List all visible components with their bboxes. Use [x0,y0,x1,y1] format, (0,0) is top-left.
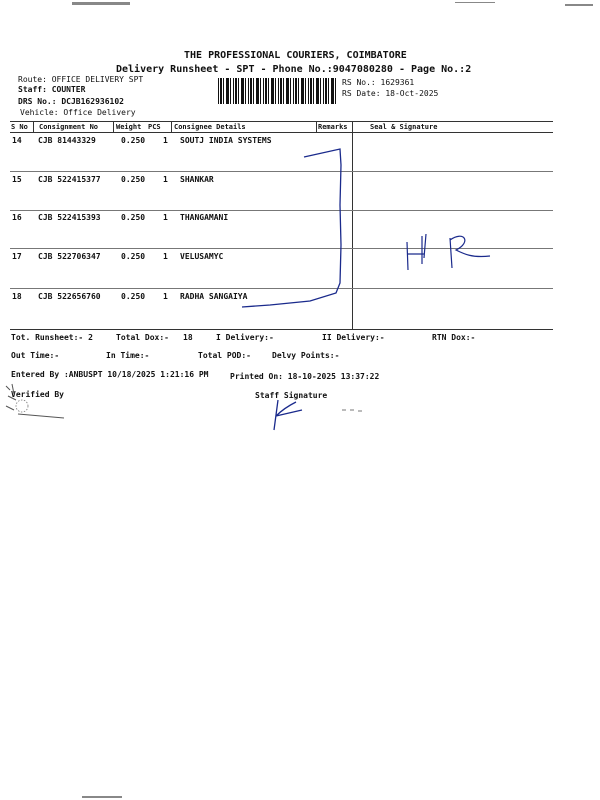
handwritten-bracket [240,145,350,310]
runsheet-subtitle: Delivery Runsheet - SPT - Phone No.:9047080280 - Page No.:2 [116,64,472,75]
barcode [218,78,336,104]
row-consignee: RADHA SANGAIYA [180,292,248,301]
row-pcs: 1 [163,252,168,261]
col-header-weight: Weight [116,123,142,131]
scan-mark-top-right [455,2,495,3]
vehicle-label: Vehicle: Office Delivery [20,108,136,117]
row-weight: 0.250 [121,292,146,301]
col-sep-4 [316,121,317,132]
row-sno: 17 [12,252,22,261]
row-pcs: 1 [163,292,168,301]
rs-number: RS No.: 1629361 [342,78,415,87]
rtn-dox: RTN Dox:- [432,333,476,342]
row-consignee: THANGAMANI [180,213,229,222]
table-top-line [10,121,553,122]
row-weight: 0.250 [121,175,146,184]
total-dox-label: Total Dox:- [116,333,169,342]
col-header-consignment: Consignment No [39,123,99,131]
printed-on: Printed On: 18-10-2025 13:37:22 [230,372,380,381]
row-pcs: 1 [163,175,168,184]
handwritten-initials [402,228,502,276]
row-consignment: CJB 522706347 [38,252,101,261]
col-sep-5 [352,121,353,329]
table-header-bottom-line [10,132,553,133]
row-weight: 0.250 [121,252,146,261]
row-consignment: CJB 522656760 [38,292,101,301]
scan-mark-top-left [72,2,130,5]
col-header-pcs: PCS [148,123,161,131]
row-consignee: SOUTJ INDIA SYSTEMS [180,136,272,145]
ii-delivery: II Delivery:- [322,333,385,342]
tot-runsheet: Tot. Runsheet:- 2 [11,333,93,342]
col-sep-2 [113,121,114,132]
row-consignment: CJB 81443329 [38,136,96,145]
verified-by-label: Verified By [11,390,64,399]
row-pcs: 1 [163,213,168,222]
col-header-consignee: Consignee Details [174,123,246,131]
row-consignee: VELUSAMYC [180,252,224,261]
scan-mark-bottom [82,796,122,798]
scan-mark-top-far-right [565,4,593,6]
row-consignment: CJB 522415377 [38,175,101,184]
company-title: THE PROFESSIONAL COURIERS, COIMBATORE [184,50,407,61]
col-sep-3 [171,121,172,132]
route-label: Route: OFFICE DELIVERY SPT [18,75,144,84]
row-weight: 0.250 [121,213,146,222]
staff-signature-label: Staff Signature [255,391,328,400]
total-dox-value: 18 [183,333,193,342]
col-header-sno: S No [11,123,28,131]
row-consignment: CJB 522415393 [38,213,101,222]
row-pcs: 1 [163,136,168,145]
row-consignee: SHANKAR [180,175,214,184]
row-sno: 15 [12,175,22,184]
entered-by: Entered By :ANBUSPT 10/18/2025 1:21:16 PM [11,370,209,379]
staff-signature-mark [262,398,372,434]
verified-stamp-mark [4,380,68,424]
row-sno: 14 [12,136,22,145]
row-sno: 18 [12,292,22,301]
drs-number: DRS No.: DCJB162936102 [18,97,124,106]
delvy-points: Delvy Points:- [272,351,340,360]
i-delivery: I Delivery:- [216,333,274,342]
total-pod: Total POD:- [198,351,251,360]
out-time: Out Time:- [11,351,60,360]
col-sep-1 [33,121,34,132]
row-weight: 0.250 [121,136,146,145]
staff-label: Staff: COUNTER [18,85,86,94]
col-header-seal: Seal & Signature [370,123,438,131]
rs-date: RS Date: 18-Oct-2025 [342,89,439,98]
table-bottom-line [10,329,553,330]
col-header-remarks: Remarks [318,123,348,131]
row-sno: 16 [12,213,22,222]
in-time: In Time:- [106,351,150,360]
